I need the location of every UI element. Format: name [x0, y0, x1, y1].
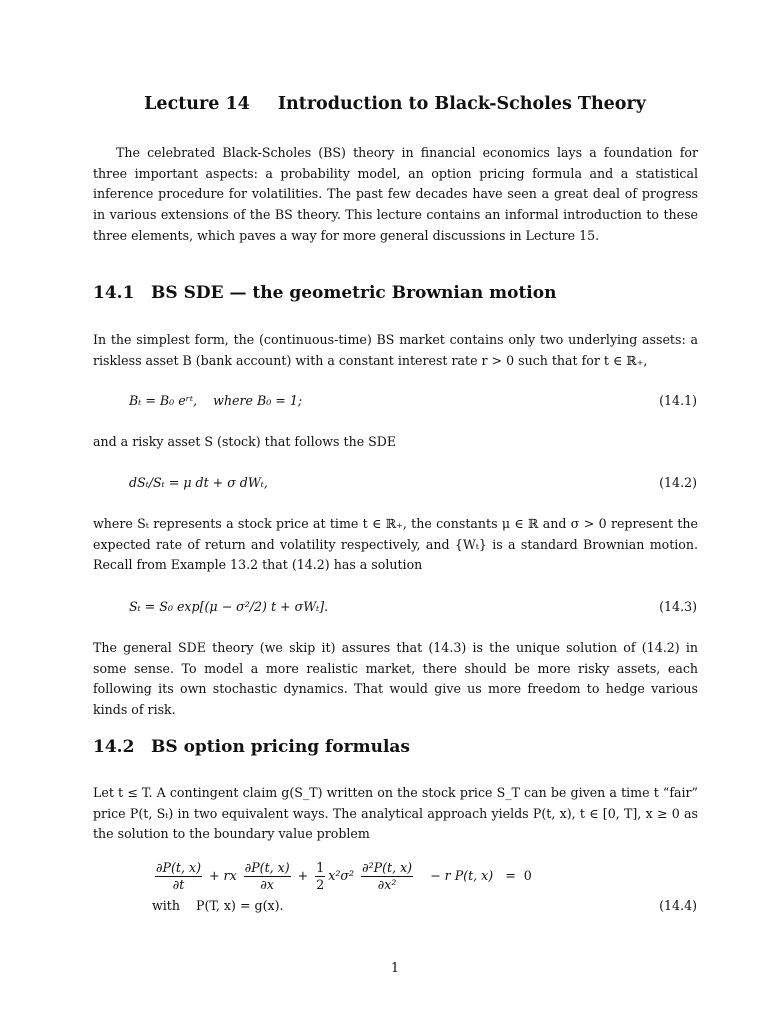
section-1-paragraph-4: The general SDE theory (we skip it) assures that (14.3) is the unique solution of (14.2) in some sense. To model a more realistic market, there should be more risky assets, each following its own stochastic dynamics. That would give us more freedom to hedge various kinds of risk. — [93, 640, 698, 718]
equation-number: (14.1) — [659, 393, 697, 408]
numerator: ∂P(t, x) — [244, 860, 290, 875]
boundary-condition: with P(T, x) = g(x). — [152, 898, 284, 913]
denominator: ∂x — [260, 877, 274, 892]
equation-number: (14.2) — [659, 475, 697, 490]
coefficient: rx — [223, 868, 237, 883]
section-2-paragraph-1: Let t ≤ T. A contingent claim g(S_T) written on the stock price S_T can be given a time t “fair” price P(t, Sₜ) in two equivalent ways. The analytical approach yields P(t, x), t ∈ [0, T], x ≥ 0 as the solution to the boundary value problem — [93, 785, 698, 842]
intro-paragraph: The celebrated Black-Scholes (BS) theory in financial economics lays a foundation for three important aspects: a probability model, an option pricing formula and a statistical inference procedure for volatilities. The past few decades have seen a great deal of progress in various extensions of the BS theory. This lecture contains an informal introduction to these three elements, which paves a way for more general discussions in Lecture 15. — [93, 145, 698, 243]
equals-sign: = — [505, 868, 516, 883]
section-1-paragraph-2: and a risky asset S (stock) that follows the SDE — [93, 434, 397, 449]
plus-sign: + — [297, 868, 309, 883]
page-number: 1 — [390, 960, 399, 975]
plus-sign: + — [208, 868, 220, 883]
coefficient: x²σ² — [328, 868, 355, 883]
fraction — [244, 860, 291, 893]
section-number: 14.2 — [93, 737, 135, 757]
section-1-paragraph-3: where Sₜ represents a stock price at time t ∈ ℝ₊, the constants μ ∈ ℝ and σ > 0 represent the expected rate of return and volatility respectively, and {Wₜ} is a standard Brownian motion. Recall from Example 13.2 that (14.2) has a solution — [93, 516, 698, 573]
equation-14-1: Bₜ = B₀ eʳᵗ, where B₀ = 1; — [129, 393, 303, 408]
minus-sign: − — [430, 868, 441, 883]
denominator: ∂t — [172, 877, 185, 892]
section-number: 14.1 — [93, 283, 135, 303]
term: r P(t, x) — [444, 868, 494, 883]
fraction — [361, 860, 413, 893]
equation-14-4-pde — [152, 860, 532, 893]
lecture-title-text: Introduction to Black-Scholes Theory — [277, 94, 646, 114]
lecture-number: Lecture 14 — [144, 94, 250, 114]
denominator: 2 — [316, 877, 325, 892]
numerator: ∂P(t, x) — [156, 860, 201, 875]
section-title: BS SDE — the geometric Brownian motion — [151, 283, 557, 303]
fraction-half — [315, 860, 325, 893]
section-1-paragraph-1: In the simplest form, the (continuous-time) BS market contains only two underlying assets: a riskless asset B (bank account) with a constant interest rate r > 0 such that for t ∈ ℝ₊, — [93, 332, 698, 368]
equation-14-2: dSₜ/Sₜ = μ dt + σ dWₜ, — [129, 475, 268, 490]
section-title: BS option pricing formulas — [151, 737, 410, 757]
denominator: ∂x² — [377, 877, 397, 892]
section-14-1-heading — [93, 283, 556, 303]
numerator: ∂²P(t, x) — [362, 860, 413, 875]
numerator: 1 — [316, 860, 325, 875]
right-hand-side: 0 — [523, 868, 532, 883]
equation-14-3: Sₜ = S₀ exp[(μ − σ²/2) t + σWₜ]. — [129, 599, 329, 614]
lecture-title — [0, 94, 768, 114]
fraction — [155, 860, 202, 893]
equation-number: (14.3) — [659, 599, 697, 614]
equation-number: (14.4) — [659, 898, 697, 913]
section-14-2-heading — [93, 737, 410, 757]
